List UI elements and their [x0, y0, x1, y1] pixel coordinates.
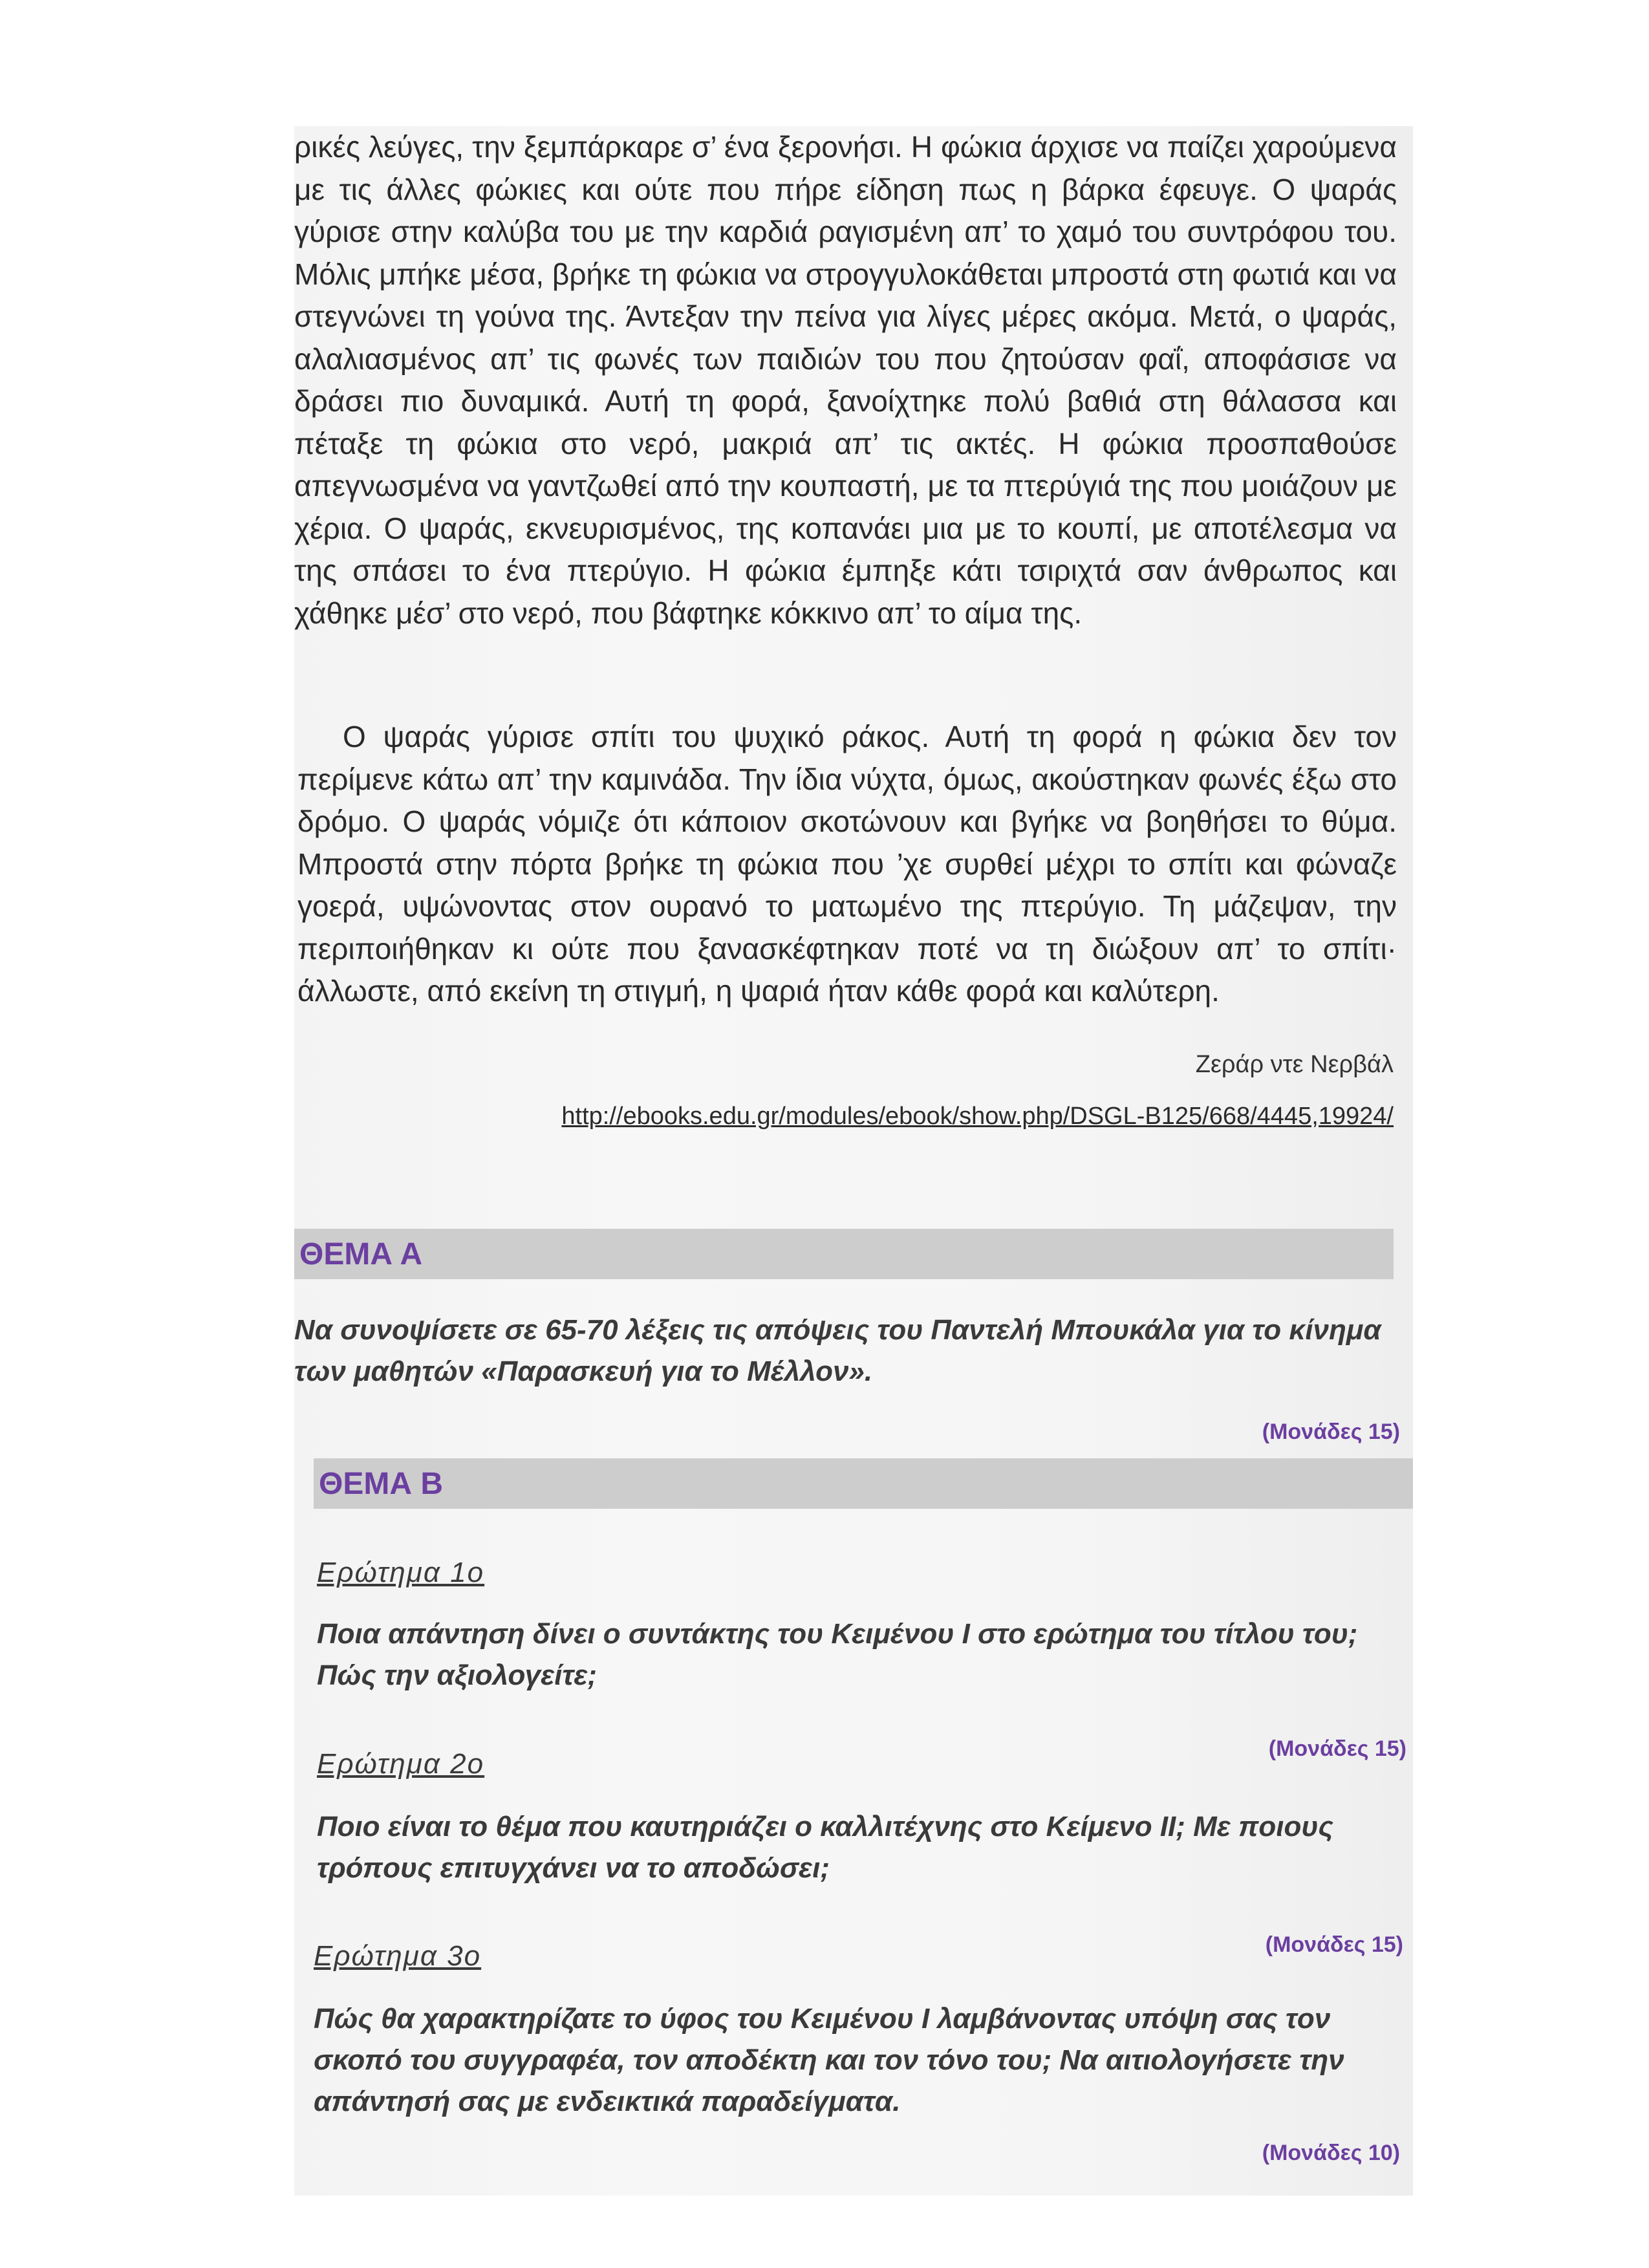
question-1-text: Ποια απάντηση δίνει ο συντάκτης του Κειμένου Ι στο ερώτημα του τίτλου του; Πώς την αξιολογείτε;: [317, 1618, 1358, 1691]
question-3-text: Πώς θα χαρακτηρίζατε το ύφος του Κειμένου Ι λαμβάνοντας υπόψη σας τον σκοπό του συγγραφέα, τον αποδέκτη και τον τόνο του; Να αιτιολογήσετε την απάντησή σας με ενδεικτικά παραδείγματα.: [314, 2003, 1344, 2117]
question-2-marks: (Μονάδες 15): [1265, 1932, 1403, 1957]
question-1-marks: (Μονάδες 15): [1268, 1736, 1406, 1761]
theme-b-header: [314, 1458, 1413, 1509]
scanned-page: [294, 126, 1413, 2196]
question-2-text: Ποιο είναι το θέμα που καυτηριάζει ο καλλιτέχνης στο Κείμενο ΙΙ; Με ποιους τρόπους επιτυγχάνει να το αποδώσει;: [317, 1811, 1333, 1884]
theme-a-marks: (Μονάδες 15): [1262, 1420, 1400, 1444]
theme-a-header: [294, 1229, 1394, 1279]
author-name: Ζεράρ ντε Νερβάλ: [1195, 1051, 1394, 1078]
question-3-label: Ερώτημα 3ο: [314, 1940, 482, 1972]
theme-a-instruction: Να συνοψίσετε σε 65-70 λέξεις τις απόψεις του Παντελή Μπουκάλα για το κίνημα των μαθητών «Παρασκευή για το Μέλλον».: [294, 1314, 1381, 1387]
source-link[interactable]: http://ebooks.edu.gr/modules/ebook/show.php/DSGL-B125/668/4445,19924/: [561, 1103, 1394, 1130]
theme-b-title: ΘΕΜΑ Β: [319, 1466, 443, 1501]
question-2-label: Ερώτημα 2ο: [317, 1748, 485, 1780]
theme-a-title: ΘΕΜΑ Α: [299, 1237, 423, 1271]
question-3-marks: (Μονάδες 10): [1262, 2141, 1400, 2165]
story-paragraph-1: ρικές λεύγες, την ξεμπάρκαρε σ’ ένα ξερονήσι. Η φώκια άρχισε να παίζει χαρούμενα με τις άλλες φώκιες και ούτε που πήρε είδηση πως η βάρκα έφευγε. Ο ψαράς γύρισε στην καλύβα του με την καρδιά ραγισμένη απ’ το χαμό του συντρόφου του. Μόλις μπήκε μέσα, βρήκε τη φώκια να στρογγυλοκάθεται μπροστά στη φωτιά και να στεγνώνει τη γούνα της. Άντεξαν την πείνα για λίγες μέρες ακόμα. Μετά, ο ψαράς, αλαλιασμένος απ’ τις φωνές των παιδιών του που ζητούσαν φαΐ, αποφάσισε να δράσει πιο δυναμικά. Αυτή τη φορά, ξανοίχτηκε πολύ βαθιά στη θάλασσα και πέταξε τη φώκια στο νερό, μακριά απ’ τις ακτές. Η φώκια προσπαθούσε απεγνωσμένα να γαντζωθεί από την κουπαστή, με τα πτερύγιά της που μοιάζουν με χέρια. Ο ψαράς, εκνευρισμένος, της κοπανάει μια με το κουπί, με αποτέλεσμα να της σπάσει το ένα πτερύγιο. Η φώκια έμπηξε κάτι τσιριχτά σαν άνθρωπος και χάθηκε μέσ’ στο νερό, που βάφτηκε κόκκινο απ’ το αίμα της.: [294, 130, 1397, 630]
question-1-label: Ερώτημα 1ο: [317, 1557, 485, 1588]
story-paragraph-2: Ο ψαράς γύρισε σπίτι του ψυχικό ράκος. Αυτή τη φορά η φώκια δεν τον περίμενε κάτω απ’ την καμινάδα. Την ίδια νύχτα, όμως, ακούστηκαν φωνές έξω στο δρόμο. Ο ψαράς νόμιζε ότι κάποιον σκοτώνουν και βγήκε να βοηθήσει το θύμα. Μπροστά στην πόρτα βρήκε τη φώκια που ’χε συρθεί μέχρι το σπίτι και φώναζε γοερά, υψώνοντας στον ουρανό το ματωμένο της πτερύγιο. Τη μάζεψαν, την περιποιήθηκαν κι ούτε που ξανασκέφτηκαν ποτέ να τη διώξουν απ’ το σπίτι· άλλωστε, από εκείνη τη στιγμή, η ψαριά ήταν κάθε φορά και καλύτερη.: [297, 720, 1397, 1008]
